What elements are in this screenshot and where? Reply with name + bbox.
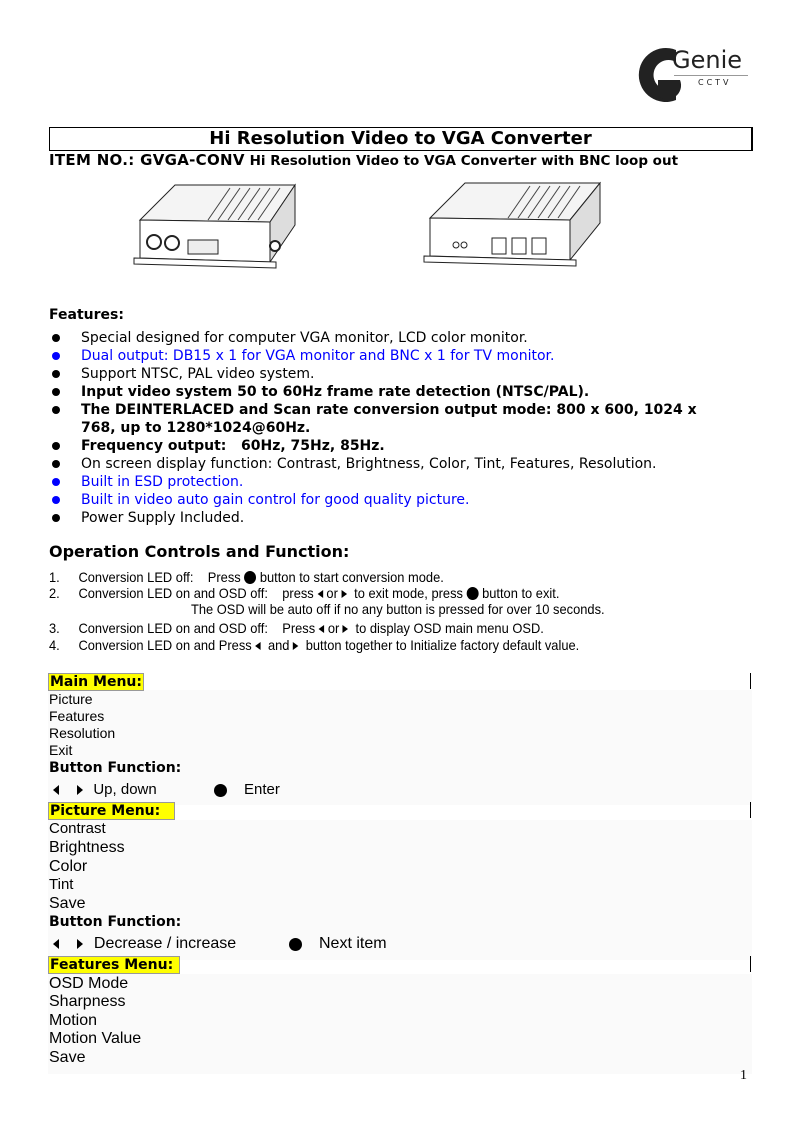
enter-button-icon — [244, 571, 256, 584]
operation-item: 4. Conversion LED on and Press and button together to Initialize factory default value. — [49, 637, 580, 653]
bullet-icon — [52, 514, 60, 522]
menu-item: OSD Mode — [49, 975, 129, 992]
button-function-heading: Button Function: — [49, 914, 182, 930]
right-arrow-icon — [77, 939, 83, 949]
bullet-icon — [52, 334, 60, 342]
bullet-icon — [52, 442, 60, 450]
menu-item: Contrast — [49, 820, 106, 837]
title-box — [49, 127, 753, 151]
enter-button-icon — [289, 938, 302, 951]
menu-item: Sharpness — [49, 993, 126, 1010]
logo-sub: CCTV — [698, 78, 732, 87]
bullet-icon — [52, 478, 60, 486]
item-line — [49, 151, 678, 170]
menu-item: Save — [49, 1049, 86, 1066]
features-heading: Features: — [49, 307, 124, 323]
page-number: 1 — [740, 1068, 747, 1083]
enter-button-icon — [214, 784, 227, 797]
operation-item: 2. Conversion LED on and OSD off: press or to exit mode, press button to exit. — [49, 585, 560, 601]
left-arrow-icon — [53, 785, 59, 795]
picture-menu-title: Picture Menu: — [48, 802, 175, 820]
menu-item: Exit — [49, 742, 73, 758]
bullet-icon — [52, 496, 60, 504]
menu-item: Color — [49, 858, 88, 875]
document-page: Genie CCTV Hi Resolution Video to VGA Converter ITEM NO.: GVGA-CONV Hi Resolution Video to VGA Converter with BNC loop out Features: Special designed for computer VGA monitor, LCD color monitor. Dual output: DB15 x 1 for VGA monitor and BNC x 1 for TV monitor. Support NTSC, PAL video system. Input video system 50 to 60Hz frame rate detection (NTSC/PAL). The DEINTERLACED and Scan rate conversion output mode: 800 x 600, 1024 x 768, up to 1280*1024@60Hz. Frequency output: 60Hz, 75Hz, 85Hz. On screen display function: Contrast, Brightness, Color, Tint, Features, Resolution. Built in ESD protection. Built in video auto gain control for good quality picture. Power Supply Included. Operation Controls and Function: 1. Conversion LED off: Press button to start conversion mode. 2. Conversion LED on and OSD off: press or to exit mode, press button to exit. The OSD will be auto off if no any button is pressed for over 10 seconds. 3. Conversion LED on and OSD off: Press or to display OSD main menu OSD. 4. Conversion LED on and Press and button together to Initialize factory default value. Main Menu: Picture Features Resolution Exit Button Function: Up, down Enter Picture Menu: Contrast Brightness Color Tint Save Button Function: Decrease / increase Next item Features Menu: OSD Mode Sharpness Motion Motion Value Save 1 — [0, 0, 802, 1134]
margin-mark — [750, 802, 751, 818]
button-function-heading: Button Function: — [49, 760, 182, 776]
menu-item: Save — [49, 895, 86, 912]
genie-logo — [636, 44, 756, 106]
operation-item: 1. Conversion LED off: Press button to start conversion mode. — [49, 569, 444, 585]
logo-brand: Genie — [672, 46, 743, 74]
menu-item: Motion Value — [49, 1030, 142, 1047]
left-arrow-icon — [53, 939, 59, 949]
product-image-back — [420, 178, 605, 270]
margin-mark — [750, 673, 751, 689]
menu-item: Motion — [49, 1012, 98, 1029]
menu-item: Brightness — [49, 839, 125, 856]
page-title: Hi Resolution Video to VGA Converter — [209, 128, 592, 149]
enter-button-icon — [467, 587, 479, 600]
margin-mark — [750, 956, 751, 972]
bullet-icon — [52, 406, 60, 414]
bullet-icon — [52, 460, 60, 468]
menu-item: Features — [49, 708, 105, 724]
bullet-icon — [52, 388, 60, 396]
shade — [48, 974, 752, 1074]
product-image-front — [130, 180, 300, 272]
button-function-row: Up, down Enter — [49, 781, 157, 799]
menu-item: Picture — [49, 691, 93, 707]
operation-item: 3. Conversion LED on and OSD off: Press or to display OSD main menu OSD. — [49, 620, 544, 636]
menu-item: Resolution — [49, 725, 116, 741]
operation-note: The OSD will be auto off if no any button is pressed for over 10 seconds. — [191, 601, 605, 617]
operation-heading: Operation Controls and Function: — [49, 542, 350, 561]
main-menu-title: Main Menu: — [50, 674, 142, 690]
item-description: Hi Resolution Video to VGA Converter with BNC loop out — [249, 153, 679, 169]
bullet-icon — [52, 352, 60, 360]
right-arrow-icon — [77, 785, 83, 795]
button-function-row: Decrease / increase Next item — [49, 935, 236, 953]
menu-item: Tint — [49, 876, 74, 893]
item-number: ITEM NO.: GVGA-CONV — [49, 151, 245, 169]
features-menu-title: Features Menu: — [48, 956, 180, 974]
bullet-icon — [52, 370, 60, 378]
